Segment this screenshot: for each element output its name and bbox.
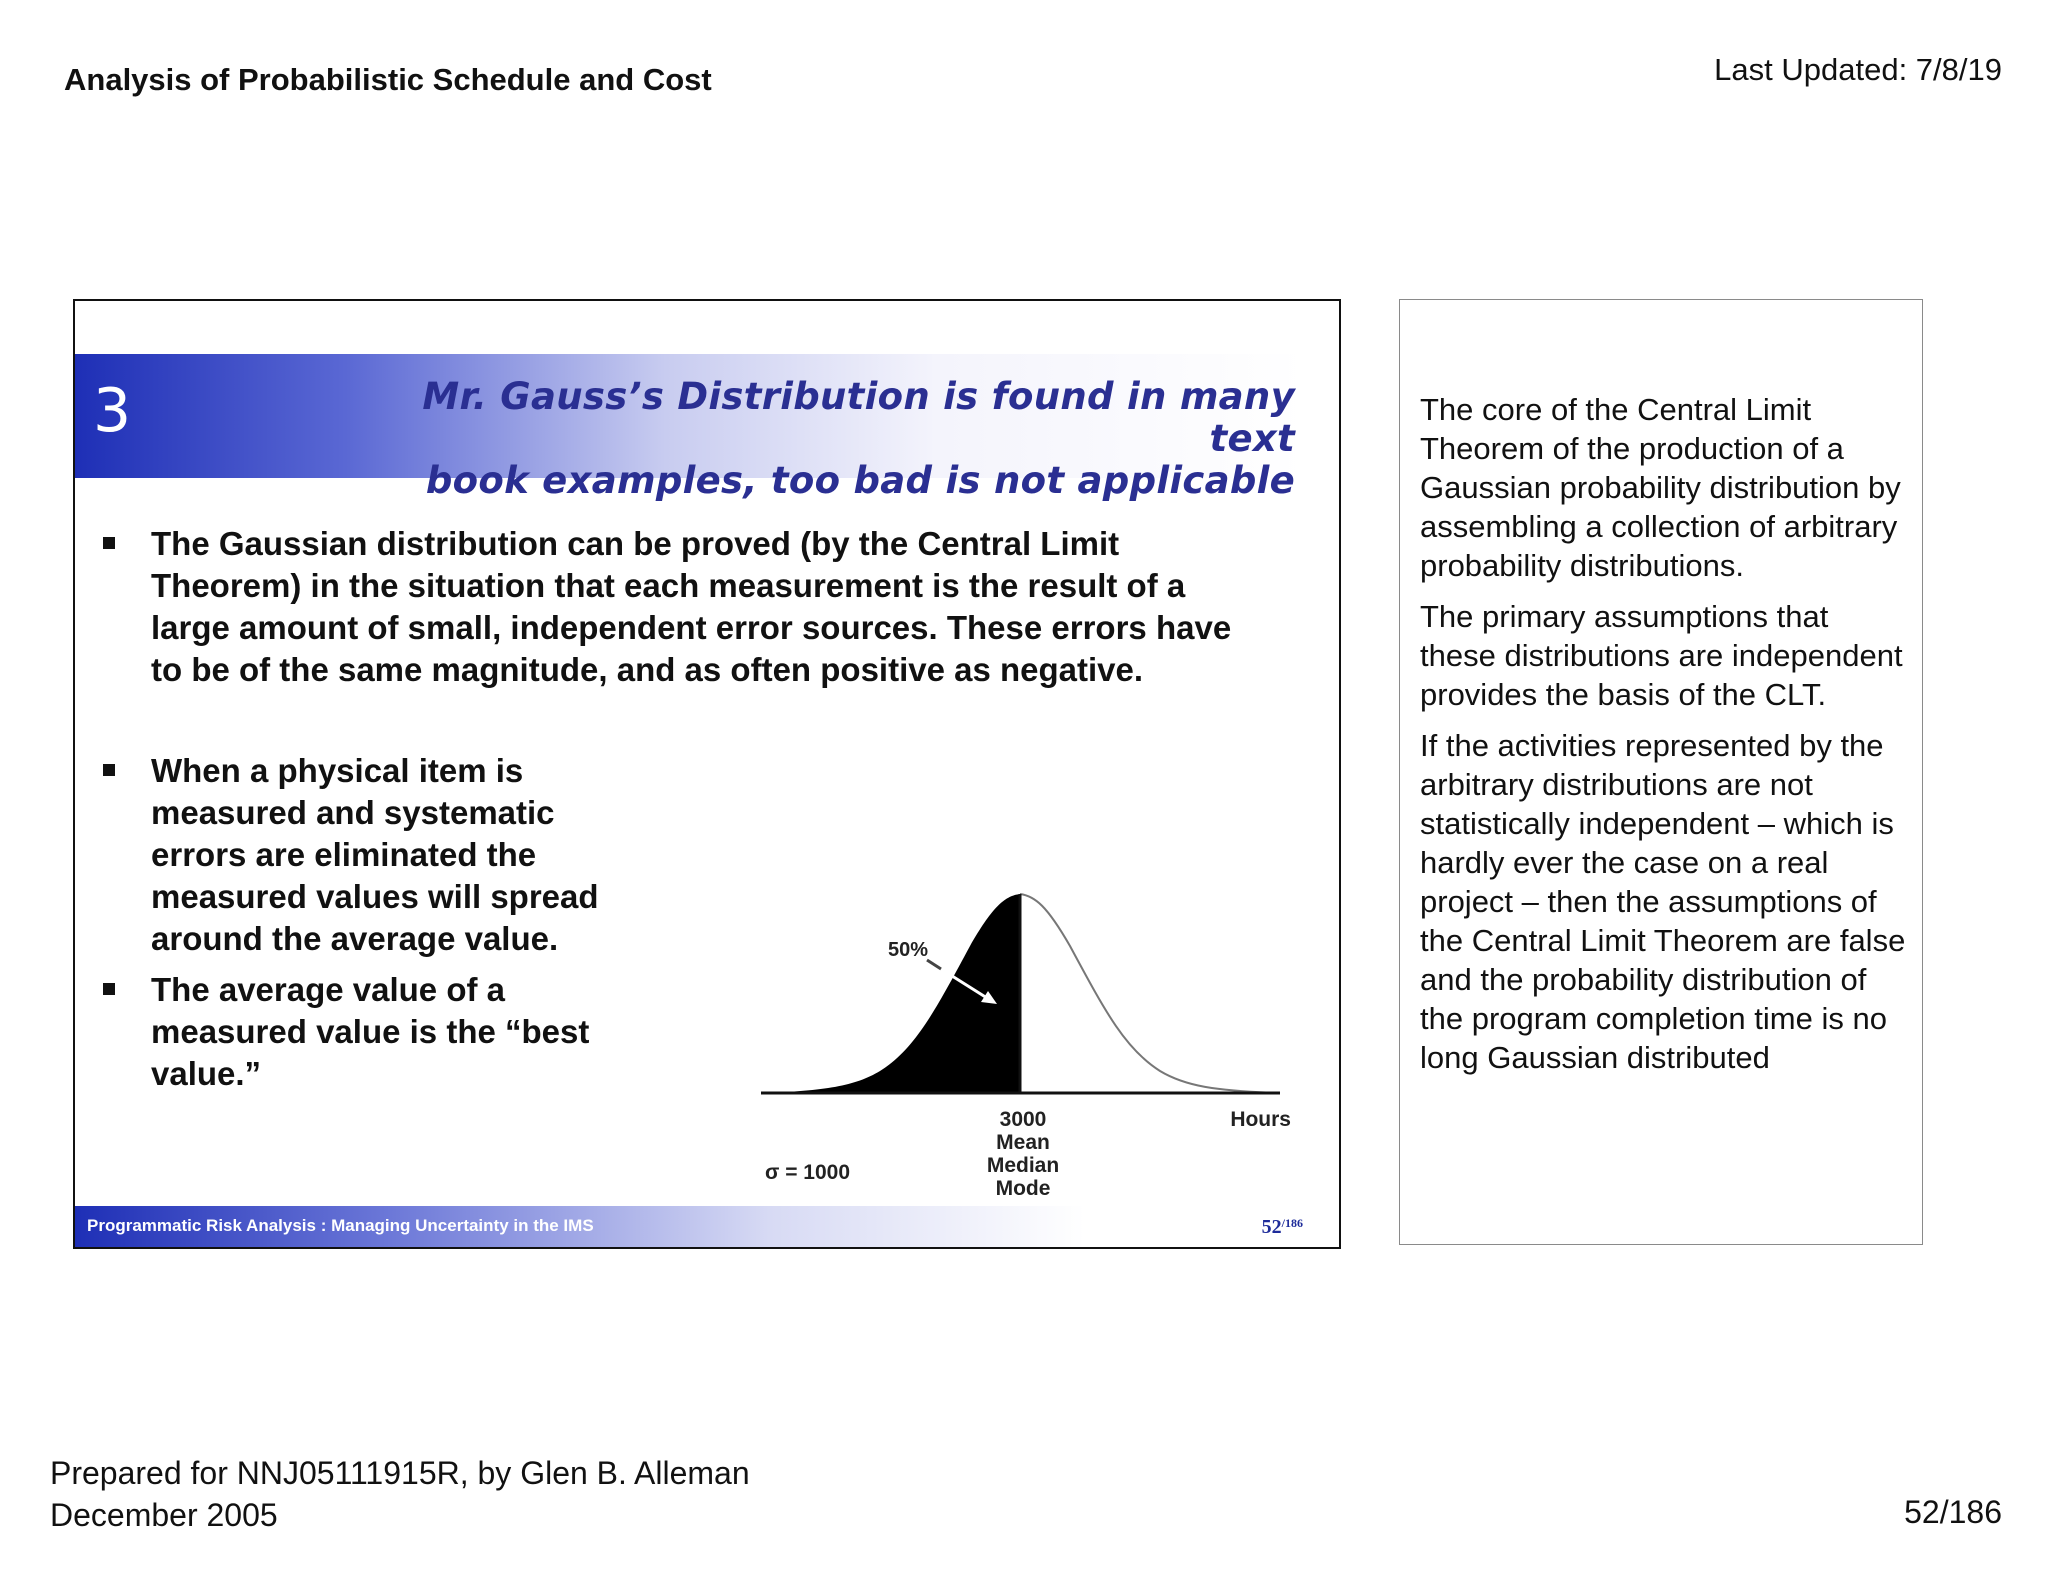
slide-title-line-2: book examples, too bad is not applicable <box>425 459 1295 502</box>
last-updated-date: Last Updated: 7/8/19 <box>1714 52 2002 87</box>
slide-title-banner <box>75 354 1305 502</box>
slide-section-number: 3 <box>93 376 132 446</box>
bullet-marker <box>103 537 115 549</box>
bullet-text: When a physical item is measured and systematic errors are eliminated the measured values will spread around the average value. <box>151 752 599 957</box>
prepared-line-1: Prepared for NNJ05111915R, by Glen B. Alleman <box>50 1455 750 1491</box>
bell-curve-figure <box>675 821 1341 1201</box>
sigma-label: σ = 1000 <box>765 1161 851 1184</box>
mode-label: Mode <box>995 1177 1051 1200</box>
bullet-item <box>151 750 651 960</box>
bullet-marker <box>103 764 115 776</box>
x-value-label: 3000 <box>999 1108 1047 1131</box>
x-unit-label: Hours <box>1230 1108 1291 1131</box>
bullet-marker <box>103 983 115 995</box>
prepared-by <box>50 1452 750 1536</box>
slide-title-line-1: Mr. Gauss’s Distribution is found in many text <box>422 375 1295 460</box>
bullet-text: The average value of a measured value is the “best value.” <box>151 971 590 1092</box>
notes-text <box>1420 390 1910 1089</box>
slide-page-number <box>1262 1216 1303 1239</box>
bullet-item <box>151 969 651 1095</box>
notes-paragraph: The core of the Central Limit Theorem of the production of a Gaussian probability distribution by assembling a collection of arbitrary probability distributions. <box>1420 392 1901 583</box>
slide-page-total: /186 <box>1281 1216 1303 1230</box>
page-count: 52/186 <box>1904 1494 2002 1530</box>
slide-footer-bar <box>75 1206 1337 1247</box>
percent-label: 50% <box>888 939 929 961</box>
notes-panel <box>1399 299 1923 1245</box>
slide-panel <box>73 299 1341 1249</box>
slide-footer-text: Programmatic Risk Analysis : Managing Uncertainty in the IMS <box>87 1216 594 1235</box>
document-title: Analysis of Probabilistic Schedule and Cost <box>64 62 712 97</box>
mean-label: Mean <box>996 1131 1050 1154</box>
slide-page-current: 52 <box>1261 1216 1282 1238</box>
notes-paragraph: If the activities represented by the arbitrary distributions are not statistically independent – which is hardly ever the case on a real project – then the assumptions of the Central Limit Theorem are false and the probability distribution of the program completion time is no long Gaussian distributed <box>1420 728 1906 1075</box>
bell-curve-right-line <box>1020 894 1280 1093</box>
slide-title <box>395 376 1295 502</box>
bullet-item <box>151 523 1271 691</box>
median-label: Median <box>986 1154 1060 1177</box>
prepared-line-2: December 2005 <box>50 1497 278 1533</box>
notes-paragraph: The primary assumptions that these distributions are independent provides the basis of the CLT. <box>1420 599 1903 712</box>
pointer-arrow-tail <box>927 960 941 969</box>
bullet-text: The Gaussian distribution can be proved (by the Central Limit Theorem) in the situation that each measurement is the result of a large amount of small, independent error sources. These errors have to be of the same magnitude, and as often positive as negative. <box>151 525 1232 688</box>
